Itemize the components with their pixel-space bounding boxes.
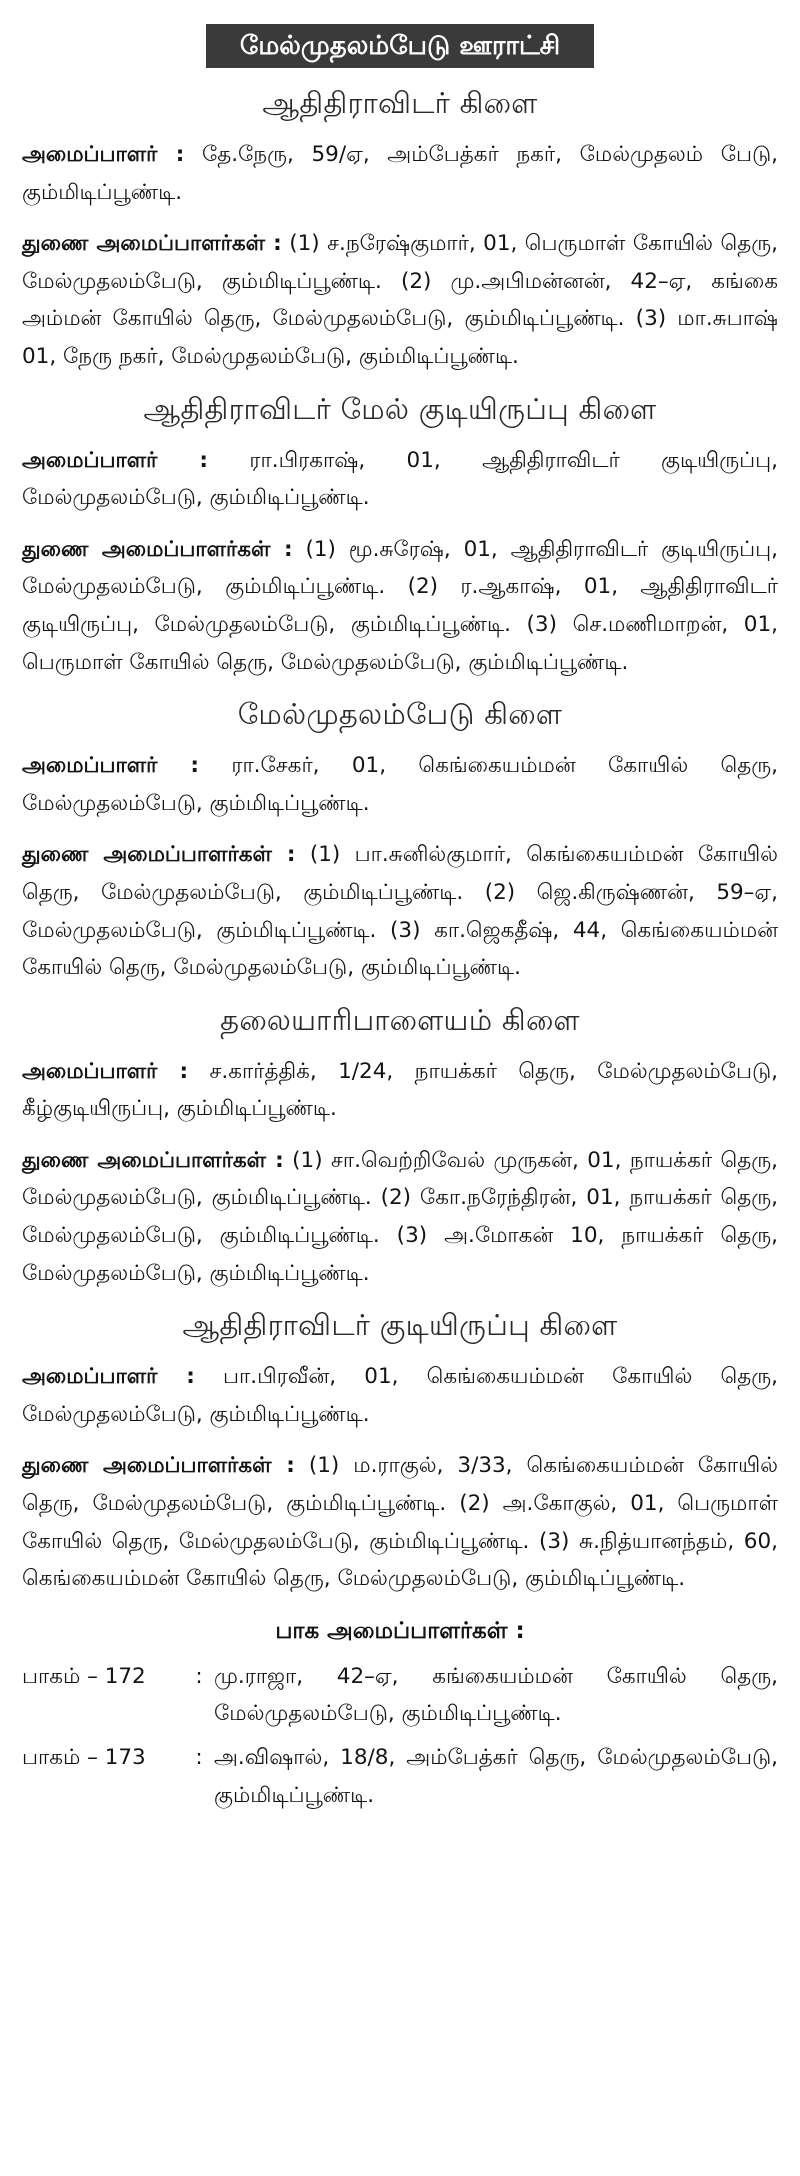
booth-heading: பாக அமைப்பாளர்கள் :	[275, 1617, 525, 1644]
deputy-text: (1) ம.ராகுல், 3/33, கெங்கையம்மன் கோயில் தெரு, மேல்முதலம்பேடு, கும்மிடிப்பூண்டி. (2) அ.கோகுல், 01, பெருமாள் கோயில் தெரு, மேல்முதலம்பேடு, கும்மிடிப்பூண்டி. (3) சு.நித்யானந்தம், 60, கெங்கையம்மன் கோயில் தெரு, மேல்முதலம்பேடு, கும்மிடிப்பூண்டி.	[22, 1453, 778, 1592]
booth-address: மு.ராஜா, 42–ஏ, கங்கையம்மன் கோயில் தெரு, மேல்முதலம்பேடு, கும்மிடிப்பூண்டி.	[214, 1663, 778, 1727]
branch-heading: தலையாரிபாளையம் கிளை	[220, 1002, 580, 1037]
organizer-label: அமைப்பாளர் :	[22, 1058, 189, 1084]
deputy-entry	[22, 225, 778, 375]
masthead-title: மேல்முதலம்பேடு ஊராட்சி	[206, 24, 594, 68]
deputy-label: துணை அமைப்பாளர்கள் :	[22, 536, 293, 562]
deputy-text: (1) மூ.சுரேஷ், 01, ஆதிதிராவிடர் குடியிருப்பு, மேல்முதலம்பேடு, கும்மிடிப்பூண்டி. (2) ர.ஆகாஷ், 01, ஆதிதிராவிடர் குடியிருப்பு, மேல்முதலம்பேடு, கும்மிடிப்பூண்டி. (3) செ.மணிமாறன், 01, பெருமாள் கோயில் தெரு, மேல்முதலம்பேடு, கும்மிடிப்பூண்டி.	[22, 536, 778, 675]
organizer-text: ச.கார்த்திக், 1/24, நாயக்கர் தெரு, மேல்முதலம்பேடு, கீழ்குடியிருப்பு, கும்மிடிப்பூண்டி.	[22, 1058, 778, 1122]
booth-entry	[22, 1658, 778, 1733]
booth-address: அ.விஷால், 18/8, அம்பேத்கர் தெரு, மேல்முதலம்பேடு, கும்மிடிப்பூண்டி.	[214, 1745, 778, 1808]
booth-colon: :	[195, 1663, 203, 1689]
organizer-label: அமைப்பாளர் :	[22, 142, 185, 167]
booth-number: பாகம் – 173	[22, 1745, 146, 1770]
branch-section	[22, 84, 778, 376]
organizer-entry	[22, 442, 778, 517]
deputy-entry	[22, 1142, 778, 1292]
deputy-entry	[22, 531, 778, 681]
deputy-label: துணை அமைப்பாளர்கள் :	[22, 1453, 295, 1479]
deputy-label: துணை அமைப்பாளர்கள் :	[22, 842, 296, 868]
branch-heading: ஆதிதிராவிடர் கிளை	[262, 86, 538, 120]
deputy-text: (1) பா.சுனில்குமார், கெங்கையம்மன் கோயில் தெரு, மேல்முதலம்பேடு, கும்மிடிப்பூண்டி. (2) ஜெ.கிருஷ்ணன், 59–ஏ, மேல்முதலம்பேடு, கும்மிடிப்பூண்டி. (3) கா.ஜெகதீஷ், 44, கெங்கையம்மன் கோயில் தெரு, மேல்முதலம்பேடு, கும்மிடிப்பூண்டி.	[22, 842, 778, 981]
deputy-entry	[22, 836, 778, 986]
deputy-text: (1) ச.நரேஷ்குமார், 01, பெருமாள் கோயில் தெரு, மேல்முதலம்பேடு, கும்மிடிப்பூண்டி. (2) மு.அபிமன்னன், 42–ஏ, கங்கை அம்மன் கோயில் தெரு, மேல்முதலம்பேடு, கும்மிடிப்பூண்டி. (3) மா.சுபாஷ் 01, நேரு நகர், மேல்முதலம்பேடு, கும்மிடிப்பூண்டி.	[22, 231, 778, 369]
branch-heading: ஆதிதிராவிடர் மேல் குடியிருப்பு கிளை	[143, 391, 657, 426]
organizer-text: ரா.சேகர், 01, கெங்கையம்மன் கோயில் தெரு, மேல்முதலம்பேடு, கும்மிடிப்பூண்டி.	[22, 753, 778, 816]
booth-colon: :	[195, 1745, 203, 1770]
booth-organizers-section	[22, 1612, 778, 1814]
organizer-entry	[22, 1053, 778, 1128]
booth-entry	[22, 1739, 778, 1814]
organizer-label: அமைப்பாளர் :	[22, 753, 199, 779]
branch-section	[22, 1306, 778, 1598]
deputy-label: துணை அமைப்பாளர்கள் :	[22, 1147, 284, 1173]
masthead-container	[22, 0, 778, 68]
branch-heading: ஆதிதிராவிடர் குடியிருப்பு கிளை	[182, 1308, 618, 1343]
organizer-text: பா.பிரவீன், 01, கெங்கையம்மன் கோயில் தெரு, மேல்முதலம்பேடு, கும்மிடிப்பூண்டி.	[22, 1364, 778, 1427]
branch-section	[22, 390, 778, 682]
branch-section	[22, 695, 778, 987]
organizer-text: தே.நேரு, 59/ஏ, அம்பேத்கர் நகர், மேல்முதலம் பேடு, கும்மிடிப்பூண்டி.	[22, 142, 778, 205]
organizer-label: அமைப்பாளர் :	[22, 1364, 195, 1390]
deputy-text: (1) சா.வெற்றிவேல் முருகன், 01, நாயக்கர் தெரு, மேல்முதலம்பேடு, கும்மிடிப்பூண்டி. (2) கோ.நரேந்திரன், 01, நாயக்கர் தெரு, மேல்முதலம்பேடு, கும்மிடிப்பூண்டி. (3) அ.மோகன் 10, நாயக்கர் தெரு, மேல்முதலம்பேடு, கும்மிடிப்பூண்டி.	[22, 1147, 778, 1286]
organizer-text: ரா.பிரகாஷ், 01, ஆதிதிராவிடர் குடியிருப்பு, மேல்முதலம்பேடு, கும்மிடிப்பூண்டி.	[22, 447, 778, 511]
deputy-entry	[22, 1447, 778, 1597]
branch-section	[22, 1001, 778, 1293]
booth-number: பாகம் – 172	[22, 1663, 146, 1689]
branch-heading: மேல்முதலம்பேடு கிளை	[237, 697, 563, 732]
organizer-label: அமைப்பாளர் :	[22, 447, 209, 473]
organizer-entry	[22, 136, 778, 211]
organizer-entry	[22, 1358, 778, 1433]
deputy-label: துணை அமைப்பாளர்கள் :	[22, 231, 282, 257]
organizer-entry	[22, 747, 778, 822]
